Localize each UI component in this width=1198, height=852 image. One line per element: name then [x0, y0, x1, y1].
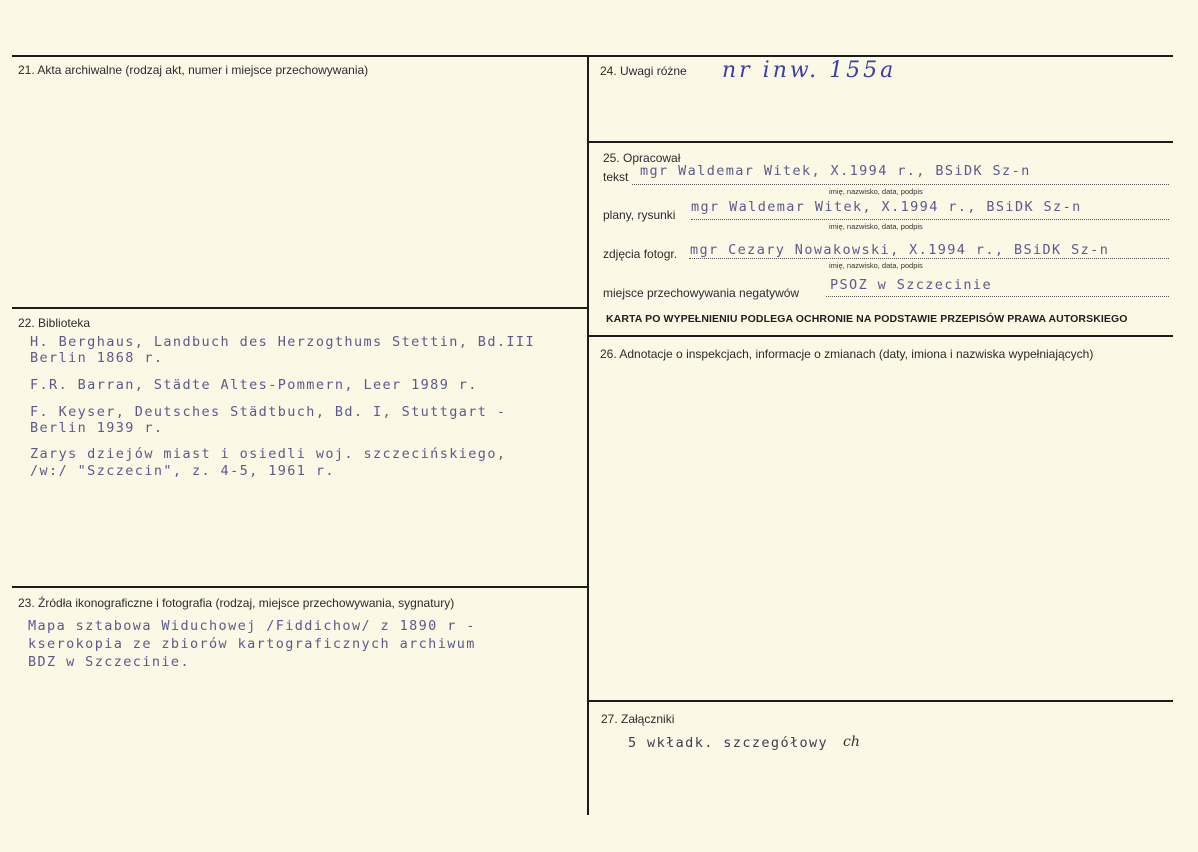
text-author-hint: imię, nazwisko, data, podpis — [829, 187, 923, 196]
photos-author-hint: imię, nazwisko, data, podpis — [829, 261, 923, 270]
attachments-handwritten-suffix: ch — [843, 734, 860, 750]
rule-right-26-27 — [589, 700, 1173, 702]
bibliography-entry: Berlin 1939 r. — [30, 420, 164, 436]
copyright-notice: KARTA PO WYPEŁNIENIU PODLEGA OCHRONIE NA PODSTAWIE PRZEPISÓW PRAWA AUTORSKIEGO — [606, 313, 1128, 325]
section-22-label: 22. Biblioteka — [18, 316, 91, 330]
top-rule — [12, 55, 1173, 57]
iconography-entry: Mapa sztabowa Widuchowej /Fiddichow/ z 1890 r - — [28, 618, 476, 634]
drawings-author-hint: imię, nazwisko, data, podpis — [829, 222, 923, 231]
rule-left-21-22 — [12, 307, 589, 309]
rule-left-22-23 — [12, 586, 589, 588]
iconography-entry: kserokopia ze zbiorów kartograficznych archiwum — [28, 636, 476, 652]
drawings-author-value: mgr Waldemar Witek, X.1994 r., BSiDK Sz-n — [691, 199, 1082, 215]
drawings-author-label: plany, rysunki — [603, 208, 676, 222]
section-21-label: 21. Akta archiwalne (rodzaj akt, numer i miejsce przechowywania) — [18, 63, 369, 77]
section-23-label: 23. Źródła ikonograficzne i fotografia (rodzaj, miejsce przechowywania, sygnatury) — [18, 596, 455, 610]
drawings-author-line — [691, 219, 1169, 220]
rule-right-25-26 — [589, 335, 1173, 337]
section-26-label: 26. Adnotacje o inspekcjach, informacje o zmianach (daty, imiona i nazwiska wypełniających) — [600, 347, 1094, 361]
bibliography-entry: /w:/ "Szczecin", z. 4-5, 1961 r. — [30, 463, 335, 479]
bibliography-entry: Berlin 1868 r. — [30, 350, 164, 366]
text-author-label: tekst — [603, 170, 629, 184]
attachments-value: 5 wkładk. szczegółowy — [628, 735, 829, 751]
bibliography-entry: H. Berghaus, Landbuch des Herzogthums Stettin, Bd.III — [30, 334, 535, 350]
section-27-label: 27. Załączniki — [601, 712, 675, 726]
negatives-storage-value: PSOZ w Szczecinie — [830, 277, 992, 293]
negatives-storage-label: miejsce przechowywania negatywów — [603, 286, 800, 300]
bibliography-entry: F. Keyser, Deutsches Städtbuch, Bd. I, Stuttgart - — [30, 404, 507, 420]
inventory-number-handwritten: nr inw. 155a — [722, 58, 897, 83]
photos-author-value: mgr Cezary Nowakowski, X.1994 r., BSiDK Sz-n — [690, 242, 1110, 258]
text-author-line — [632, 184, 1169, 185]
section-24-label: 24. Uwagi różne — [600, 64, 687, 78]
photos-author-label: zdjęcia fotogr. — [603, 247, 678, 261]
section-25-label: 25. Opracował — [603, 151, 681, 165]
photos-author-line — [689, 258, 1169, 259]
text-author-value: mgr Waldemar Witek, X.1994 r., BSiDK Sz-n — [640, 163, 1031, 179]
rule-right-24-25 — [589, 141, 1173, 143]
negatives-storage-line — [826, 296, 1169, 297]
bibliography-entry: F.R. Barran, Städte Altes-Pommern, Leer 1989 r. — [30, 377, 478, 393]
iconography-entry: BDZ w Szczecinie. — [28, 654, 190, 670]
bibliography-entry: Zarys dziejów miast i osiedli woj. szczecińskiego, — [30, 446, 507, 462]
